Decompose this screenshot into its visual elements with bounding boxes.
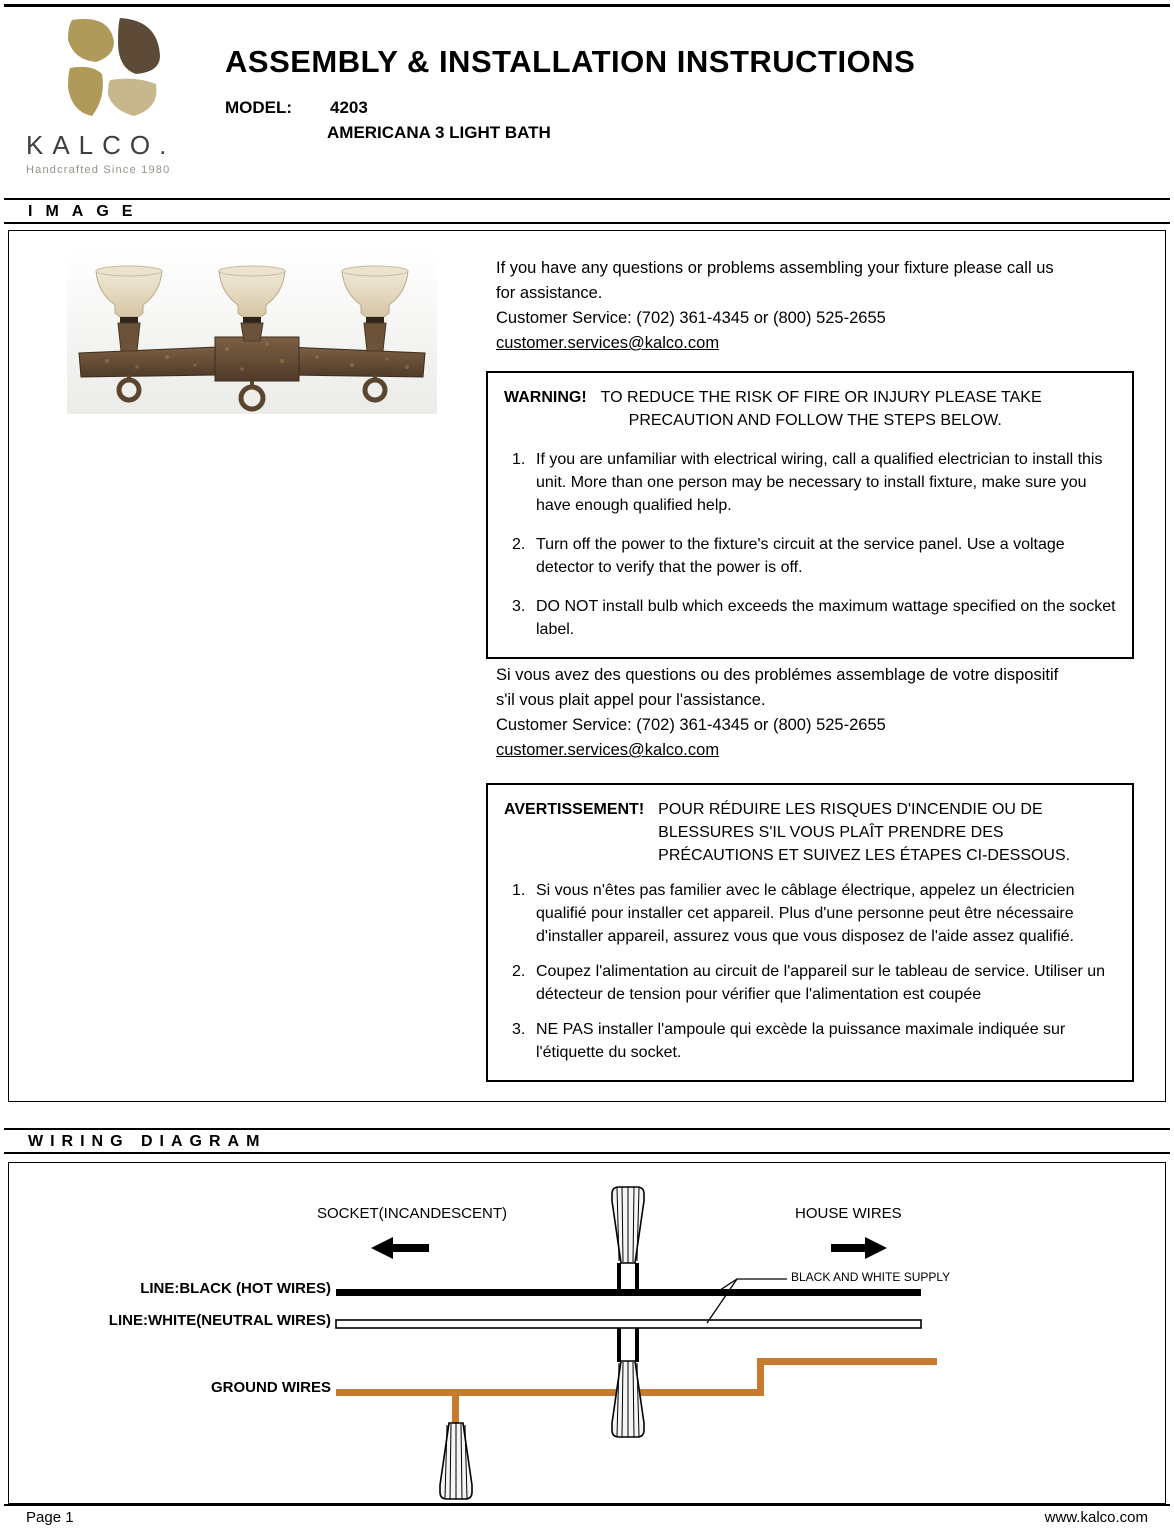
product-image — [67, 249, 437, 414]
house-wires-label: HOUSE WIRES — [795, 1205, 902, 1222]
logo-wordmark: KALCO. — [26, 130, 176, 160]
supply-pointer — [707, 1279, 787, 1323]
image-section-header: IMAGE — [4, 198, 1170, 224]
model-label: MODEL: — [225, 98, 293, 117]
wiring-section-header: WIRING DIAGRAM — [4, 1128, 1170, 1154]
website-link[interactable]: www.kalco.com — [1044, 1509, 1148, 1526]
english-intro — [496, 256, 1116, 356]
model-number: 4203 — [330, 98, 368, 117]
footer-rule — [4, 1504, 1170, 1506]
wire-nut-middle — [612, 1361, 644, 1437]
socket-label: SOCKET(INCANDESCENT) — [317, 1205, 508, 1222]
kalco-logo — [58, 12, 170, 124]
supply-label: BLACK AND WHITE SUPPLY — [791, 1270, 951, 1284]
intro-line: for assistance. — [496, 284, 603, 302]
intro-line: Si vous avez des questions ou des problémes assemblage de votre dispositif — [496, 666, 1059, 684]
line-black-label: LINE:BLACK (HOT WIRES) — [140, 1280, 331, 1297]
warning-item: 1. Si vous n'êtes pas familier avec le câblage électrique, appelez un électricien qualifié pour installer cet appareil. Plus d'une personne peut être nécessaire d'installer appareil, assurez vous que vous disposez de l'aide assez qualifié. — [512, 882, 1075, 945]
model-name: AMERICANA 3 LIGHT BATH — [327, 123, 551, 142]
customer-service-line: Customer Service: (702) 361-4345 or (800) 525-2655 — [496, 309, 886, 327]
warning-heading-line: PRÉCAUTIONS ET SUIVEZ LES ÉTAPES CI-DESSOUS. — [658, 847, 1071, 864]
image-section-box — [8, 230, 1166, 1102]
warning-item: 1. If you are unfamiliar with electrical wiring, call a qualified electrician to install this unit. More than one person may be necessary to install fixture, make sure you have enough qualified help. — [512, 451, 1103, 514]
white-neutral-line — [336, 1320, 921, 1328]
warning-heading-line: POUR RÉDUIRE LES RISQUES D'INCENDIE OU DE — [658, 801, 1043, 818]
line-white-label: LINE:WHITE(NEUTRAL WIRES) — [108, 1312, 331, 1329]
warning-item: 3. DO NOT install bulb which exceeds the maximum wattage specified on the socket label. — [512, 598, 1116, 638]
french-intro — [496, 663, 1116, 763]
warning-heading — [504, 798, 1122, 867]
logo-tagline: Handcrafted Since 1980 — [26, 164, 171, 176]
email-link[interactable]: customer.services@kalco.com — [496, 334, 720, 352]
warning-heading-line: PRECAUTION AND FOLLOW THE STEPS BELOW. — [628, 412, 1002, 429]
top-rule — [4, 4, 1170, 7]
customer-service-line: Customer Service: (702) 361-4345 or (800) 525-2655 — [496, 716, 886, 734]
warning-heading-line: BLESSURES S'IL VOUS PLAÎT PRENDRE DES — [658, 824, 1004, 841]
wiring-diagram-graphic — [9, 1163, 1164, 1502]
warning-label: WARNING! — [504, 389, 587, 406]
warning-item: 3. NE PAS installer l'ampoule qui excède la puissance maximale indiquée sur l'étiquette du socket. — [512, 1021, 1066, 1061]
warning-heading-line: TO REDUCE THE RISK OF FIRE OR INJURY PLEASE TAKE — [600, 389, 1042, 406]
email-link[interactable]: customer.services@kalco.com — [496, 741, 720, 759]
warning-item: 2. Coupez l'alimentation au circuit de l'appareil sur le tableau de service. Utiliser un détecteur de tension pour vérifier que l'alimentation est coupée — [512, 963, 1106, 1003]
warning-box-en — [486, 371, 1134, 659]
wiring-diagram-box — [8, 1162, 1166, 1504]
black-hot-line — [336, 1289, 921, 1296]
right-arrow-icon — [831, 1237, 887, 1259]
page-title: ASSEMBLY & INSTALLATION INSTRUCTIONS — [225, 44, 916, 79]
warning-heading — [504, 386, 1122, 432]
warning-box-fr — [486, 783, 1134, 1082]
warning-item: 2. Turn off the power to the fixture's circuit at the service panel. Use a voltage detector to verify that the power is off. — [512, 536, 1065, 576]
wire-nut-top — [612, 1187, 644, 1263]
intro-line: s'il vous plait appel pour l'assistance. — [496, 691, 766, 709]
intro-line: If you have any questions or problems assembling your fixture please call us — [496, 259, 1054, 277]
page-number: Page 1 — [26, 1509, 74, 1526]
ground-wires-label: GROUND WIRES — [211, 1379, 331, 1396]
warning-label: AVERTISSEMENT! — [504, 801, 645, 818]
wire-nut-bottom — [440, 1423, 472, 1499]
left-arrow-icon — [371, 1237, 429, 1259]
